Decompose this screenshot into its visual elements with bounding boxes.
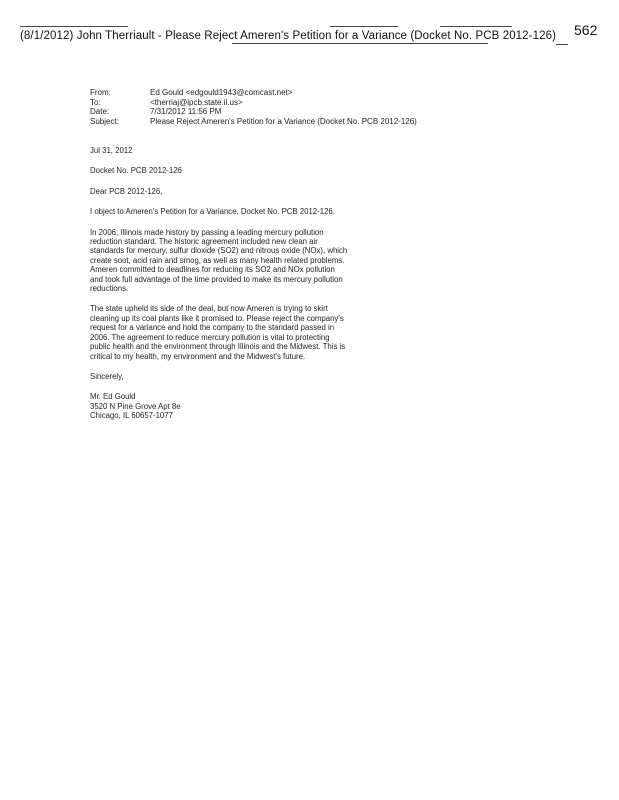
signature-block [90,392,350,420]
body-date: Jul 31, 2012 [90,146,133,155]
body-salutation: Dear PCB 2012-126, [90,186,163,196]
to-value: <therriaj@ipcb.state.il.us> [150,97,243,107]
header-rule-left [20,26,128,27]
body-docket: Docket No. PCB 2012-126 [90,166,182,176]
page-number: 562 [574,22,598,38]
subject-value: Please Reject Ameren's Petition for a Variance (Docket No. PCB 2012-126) [150,116,417,126]
header-underline [232,43,488,44]
header-rule-right [440,26,512,27]
body-closing: Sincerely, [90,371,124,381]
header-rule-mid [330,26,398,27]
date-label: Date: [90,107,110,117]
document-header-title: (8/1/2012) John Therriault - Please Reject Ameren's Petition for a Variance (Docket No. PCB 2012-126) [20,30,557,42]
body-paragraph-1: In 2006, Illinois made history by passing a leading mercury pollution reduction standard. The historic agreement included new clean air standards for mercury, sulfur dioxide (SO2) and nitrous oxide (NOx), which create soot, acid rain and smog, as well as many health related problems. Ameren committed to deadlines for reducing its SO2 and NOx pollution and took full advantage of the time provided to make its mercury pollution reductions. [90,227,348,294]
email-meta-block [90,88,417,126]
body-objection: I object to Ameren's Petition for a Variance, Docket No. PCB 2012-126. [90,207,335,217]
from-label: From: [90,88,111,97]
signature-address: 3520 N Pine Grove Apt 8e [90,401,181,411]
meta-from-row [90,88,417,98]
date-value: 7/31/2012 11:56 PM [150,107,222,117]
signature-name: Mr. Ed Gould [90,392,136,402]
subject-label: Subject: [90,116,119,126]
meta-date-row [90,107,417,117]
meta-to-row [90,98,417,108]
signature-city: Chicago, IL 60657-1077 [90,411,173,421]
header-rule-pagenum [556,44,568,45]
from-value: Ed Gould <edgould1943@comcast.net> [150,88,293,97]
body-paragraph-2: The state upheld its side of the deal, but now Ameren is trying to skirt cleaning up its coal plants like it promised to. Please reject the company's request for a variance and hold the company to the standard passed in 2006. The agreement to reduce mercury pollution is vital to protecting public health and the environment through Illinois and the Midwest. This is critical to my health, my environment and the Midwest's future. [90,304,346,361]
meta-subject-row [90,117,417,127]
email-body [90,146,350,432]
to-label: To: [90,97,101,107]
